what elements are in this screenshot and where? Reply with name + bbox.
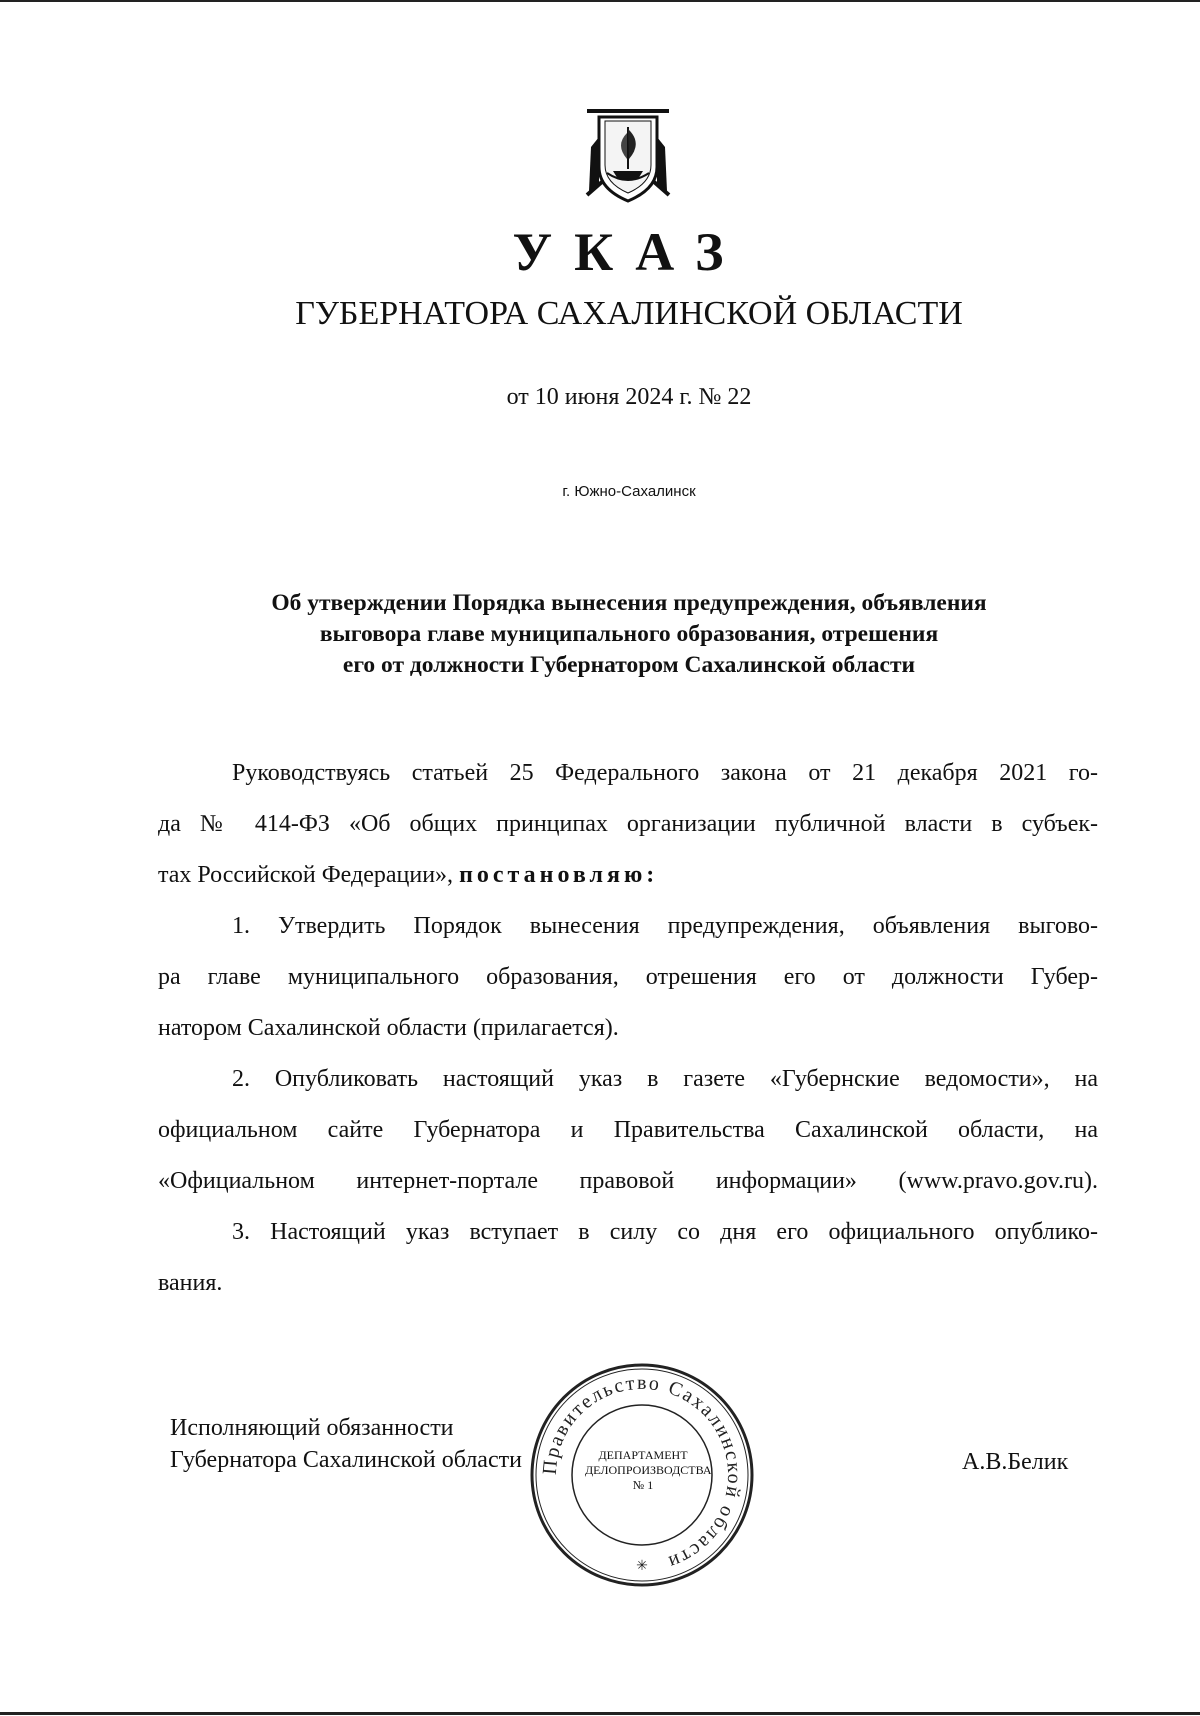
document-date-number: от 10 июня 2024 г. № 22 (506, 384, 752, 410)
coat-of-arms-icon (583, 107, 673, 207)
subject-line: выговора главе муниципального образования, отрешения (319, 621, 939, 647)
signatory-position-line: Губернатора Сахалинской области (170, 1447, 522, 1473)
document-city: г. Южно-Сахалинск (562, 483, 696, 500)
stamp-center-line: № 1 (632, 1478, 654, 1492)
preamble-line: да № 414-ФЗ «Об общих принципах организации публичной власти в субъек- (158, 811, 1098, 837)
signatory-name: А.В.Белик (962, 1449, 1069, 1475)
item-line: натором Сахалинской области (прилагается). (158, 1015, 619, 1041)
preamble-text: тах Российской Федерации», (158, 862, 454, 888)
document-subject (150, 588, 1108, 681)
item-line: официальном сайте Губернатора и Правительства Сахалинской области, на (158, 1117, 1098, 1143)
item-line: 1. Утвердить Порядок вынесения предупреждения, объявления выгово- (232, 913, 1098, 939)
stamp-center-line: ДЕЛОПРОИЗВОДСТВА (585, 1463, 712, 1477)
bottom-border (0, 1712, 1200, 1715)
item-line: ра главе муниципального образования, отрешения его от должности Губер- (158, 964, 1098, 990)
subject-line: Об утверждении Порядка вынесения предупреждения, объявления (271, 590, 987, 616)
signatory-position-line: Исполняющий обязанности (170, 1415, 454, 1441)
signatory-position (170, 1412, 522, 1476)
document-body (158, 748, 1098, 1309)
top-border (0, 0, 1200, 2)
document-subtitle: ГУБЕРНАТОРА САХАЛИНСКОЙ ОБЛАСТИ (295, 295, 963, 332)
subject-line: его от должности Губернатором Сахалинской области (342, 652, 916, 678)
preamble-line: Руководствуясь статьей 25 Федерального закона от 21 декабря 2021 го- (232, 760, 1098, 786)
stamp-center-line: ДЕПАРТАМЕНТ (598, 1448, 688, 1462)
item-line: 2. Опубликовать настоящий указ в газете «Губернские ведомости», на (232, 1066, 1098, 1092)
item-line: 3. Настоящий указ вступает в силу со дня его официального опублико- (232, 1219, 1098, 1245)
item-line: «Официальном интернет-портале правовой информации» (www.pravo.gov.ru). (158, 1168, 1098, 1194)
document-title: УКАЗ (512, 222, 746, 282)
item-line: вания. (158, 1270, 223, 1296)
stamp-star-icon: ✳ (636, 1559, 648, 1574)
preamble-line-final (158, 850, 1098, 901)
decree-word: постановляю: (459, 862, 659, 888)
stamp-center (585, 1448, 712, 1493)
stamp-ring-text: Правительство Сахалинской области (538, 1371, 746, 1574)
